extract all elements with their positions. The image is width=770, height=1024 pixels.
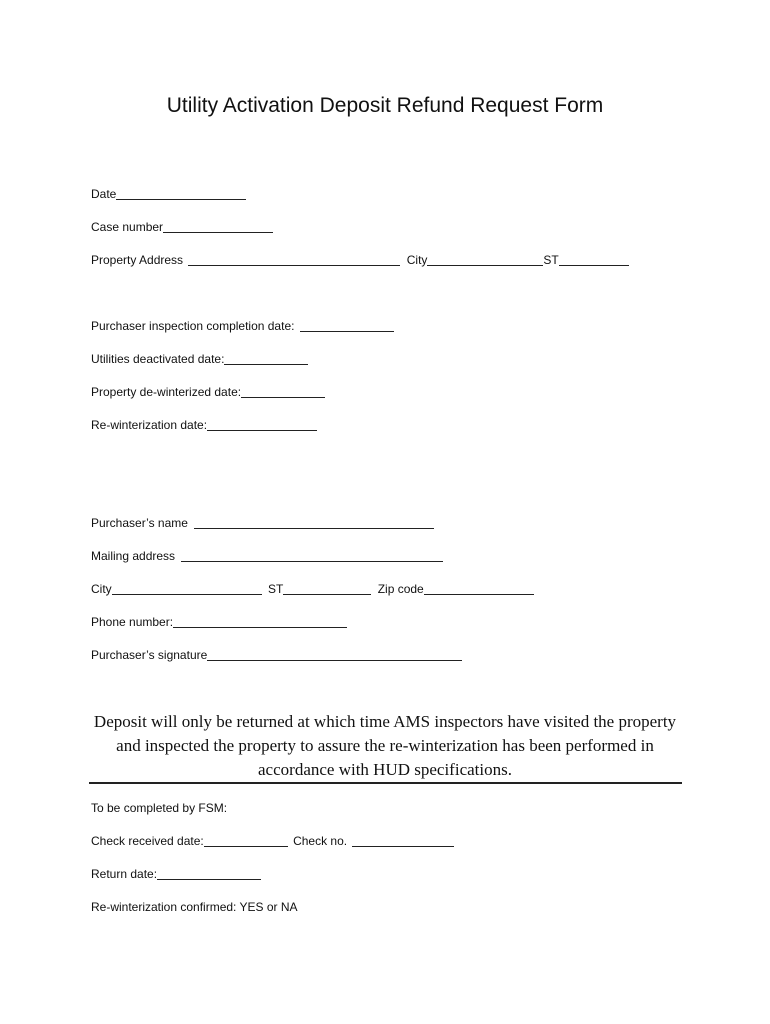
rewinterization-date-row (91, 417, 317, 433)
purchaser-inspection-field[interactable] (300, 319, 394, 332)
check-no-label: Check no. (293, 834, 348, 848)
mailing-address-field[interactable] (181, 549, 443, 562)
purchaser-st-field[interactable] (283, 582, 371, 595)
purchaser-city-label: City (91, 582, 112, 596)
phone-number-field[interactable] (173, 615, 347, 628)
purchaser-name-row (91, 515, 434, 531)
purchaser-city-field[interactable] (112, 582, 262, 595)
check-received-date-field[interactable] (204, 834, 288, 847)
utilities-deactivated-label: Utilities deactivated date: (91, 352, 225, 366)
phone-number-label: Phone number: (91, 615, 174, 629)
zip-code-label: Zip code (377, 582, 424, 596)
rewinterization-date-label: Re-winterization date: (91, 418, 208, 432)
property-address-row (91, 252, 629, 268)
rewinterization-date-field[interactable] (207, 418, 317, 431)
check-row (91, 833, 454, 849)
case-number-label: Case number (91, 220, 164, 234)
return-date-row (91, 866, 261, 882)
city-label: City (406, 253, 428, 267)
zip-code-field[interactable] (424, 582, 534, 595)
purchaser-inspection-label: Purchaser inspection completion date: (91, 319, 295, 333)
city-field[interactable] (427, 253, 543, 266)
rewinterization-confirmed: Re-winterization confirmed: YES or NA (91, 900, 298, 914)
purchaser-signature-row (91, 647, 462, 663)
utilities-deactivated-row (91, 351, 308, 367)
check-no-field[interactable] (352, 834, 454, 847)
purchaser-location-row (91, 581, 534, 597)
mailing-address-row (91, 548, 443, 564)
phone-number-row (91, 614, 347, 630)
st-field[interactable] (559, 253, 629, 266)
fsm-heading: To be completed by FSM: (91, 801, 228, 815)
purchaser-inspection-row (91, 318, 394, 334)
check-received-date-label: Check received date: (91, 834, 204, 848)
deposit-notice: Deposit will only be returned at which time AMS inspectors have visited the property and inspected the property to assure the re-winterization has been performed in accordance with HUD specifications. (93, 712, 677, 779)
property-dewinterized-row (91, 384, 325, 400)
date-field[interactable] (116, 187, 246, 200)
st-label: ST (543, 253, 559, 267)
purchaser-st-label: ST (268, 582, 284, 596)
case-number-row (91, 219, 273, 235)
case-number-field[interactable] (163, 220, 273, 233)
property-address-label: Property Address (91, 253, 184, 267)
purchaser-name-label: Purchaser’s name (91, 516, 188, 530)
date-label: Date (91, 187, 117, 201)
utilities-deactivated-field[interactable] (224, 352, 308, 365)
return-date-field[interactable] (157, 867, 261, 880)
property-address-field[interactable] (188, 253, 400, 266)
property-dewinterized-field[interactable] (241, 385, 325, 398)
date-row (91, 186, 246, 202)
return-date-label: Return date: (91, 867, 158, 881)
property-dewinterized-label: Property de-winterized date: (91, 385, 242, 399)
page-title: Utility Activation Deposit Refund Request Form (166, 94, 604, 117)
purchaser-name-field[interactable] (194, 516, 434, 529)
mailing-address-label: Mailing address (91, 549, 176, 563)
purchaser-signature-label: Purchaser’s signature (91, 648, 208, 662)
section-divider (89, 782, 682, 784)
purchaser-signature-field[interactable] (207, 648, 462, 661)
